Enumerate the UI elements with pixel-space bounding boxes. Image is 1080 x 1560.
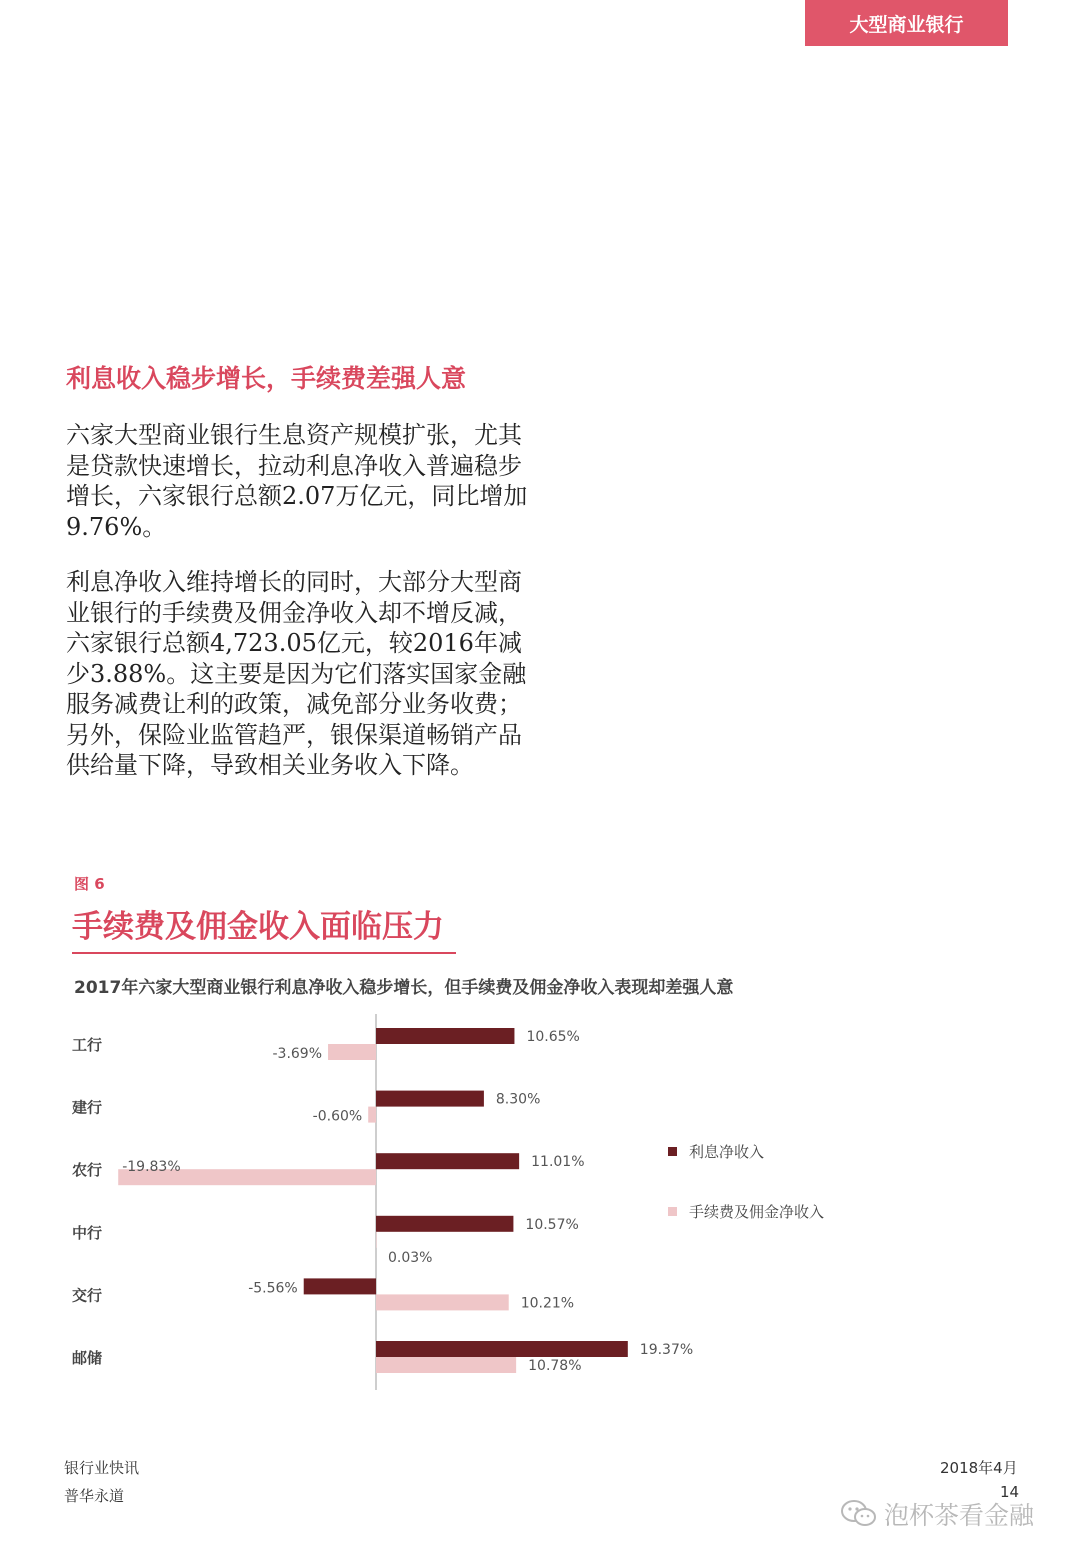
data-label-0-1: 8.30% — [495, 1091, 541, 1108]
bar-chart — [0, 1010, 694, 1395]
watermark-text: 泡杯茶看金融 — [884, 1501, 1035, 1530]
category-label-0: 工行 — [72, 1036, 103, 1054]
category-label-5: 邮储 — [72, 1349, 103, 1367]
data-label-0-2: 11.01% — [531, 1154, 585, 1171]
wechat-icon — [840, 1499, 878, 1529]
bar-0-4 — [304, 1278, 376, 1294]
footer-date: 2018年4月 — [940, 1459, 1018, 1477]
legend-label-fee-commission: 手续费及佣金净收入 — [689, 1203, 825, 1221]
bar-1-4 — [376, 1294, 509, 1310]
data-label-0-4: -5.56% — [248, 1280, 298, 1297]
data-label-0-3: 10.57% — [525, 1216, 579, 1233]
bar-1-3 — [376, 1232, 377, 1248]
category-label-3: 中行 — [72, 1223, 103, 1242]
legend-swatch-net-interest — [668, 1147, 677, 1156]
body-paragraph-1: 六家大型商业银行生息资产规模扩张，尤其是贷款快速增长，拉动利息净收入普遍稳步增长，六家银行总额2.07万亿元，同比增加9.76%。 — [66, 421, 528, 541]
bar-1-0 — [328, 1044, 376, 1060]
category-label-1: 建行 — [72, 1098, 103, 1117]
data-label-1-4: 10.21% — [520, 1295, 575, 1312]
legend-item-net-interest — [668, 1141, 764, 1162]
footer-publication: 银行业快讯 — [64, 1459, 140, 1477]
legend-swatch-fee-commission — [668, 1207, 677, 1216]
figure-label: 图 6 — [74, 875, 105, 893]
data-label-1-3: 0.03% — [388, 1249, 433, 1266]
category-label-2: 农行 — [72, 1161, 103, 1180]
bar-0-5 — [376, 1341, 628, 1357]
data-label-1-1: -0.60% — [312, 1108, 363, 1125]
body-paragraph-2: 利息净收入维持增长的同时，大部分大型商业银行的手续费及佣金净收入却不增反减，六家银行总额4,723.05亿元，较2016年减少3.88%。这主要是因为它们落实国家金融服务减费让利的政策，减免部分业务收费；另外，保险业监管趋严，银保渠道畅销产品供给量下降，导致相关业务收入下降。 — [66, 568, 527, 779]
page-number: 14 — [1000, 1483, 1020, 1501]
watermark — [840, 1496, 1034, 1532]
section-title: 利息收入稳步增长，手续费差强人意 — [66, 364, 467, 393]
chart-title: 2017年六家大型商业银行利息净收入稳步增长，但手续费及佣金净收入表现却差强人意 — [74, 978, 734, 998]
bar-1-5 — [376, 1357, 516, 1373]
bar-0-0 — [376, 1028, 514, 1044]
bar-0-2 — [376, 1153, 519, 1169]
footer-company: 普华永道 — [64, 1487, 125, 1505]
data-label-0-0: 10.65% — [526, 1029, 580, 1045]
data-label-1-0: -3.69% — [272, 1046, 323, 1062]
bar-0-3 — [376, 1216, 513, 1232]
data-label-1-2: -19.83% — [122, 1159, 181, 1176]
legend-label-net-interest: 利息净收入 — [689, 1143, 765, 1161]
data-label-0-5: 19.37% — [639, 1342, 694, 1358]
figure-title: 手续费及佣金收入面临压力 — [72, 901, 456, 954]
data-label-1-5: 10.78% — [528, 1358, 582, 1374]
bar-1-1 — [368, 1107, 376, 1123]
category-label-4: 交行 — [72, 1286, 103, 1305]
header-section-tag: 大型商业银行 — [805, 0, 1008, 46]
bar-0-1 — [376, 1091, 484, 1107]
legend-item-fee-commission — [668, 1201, 824, 1222]
